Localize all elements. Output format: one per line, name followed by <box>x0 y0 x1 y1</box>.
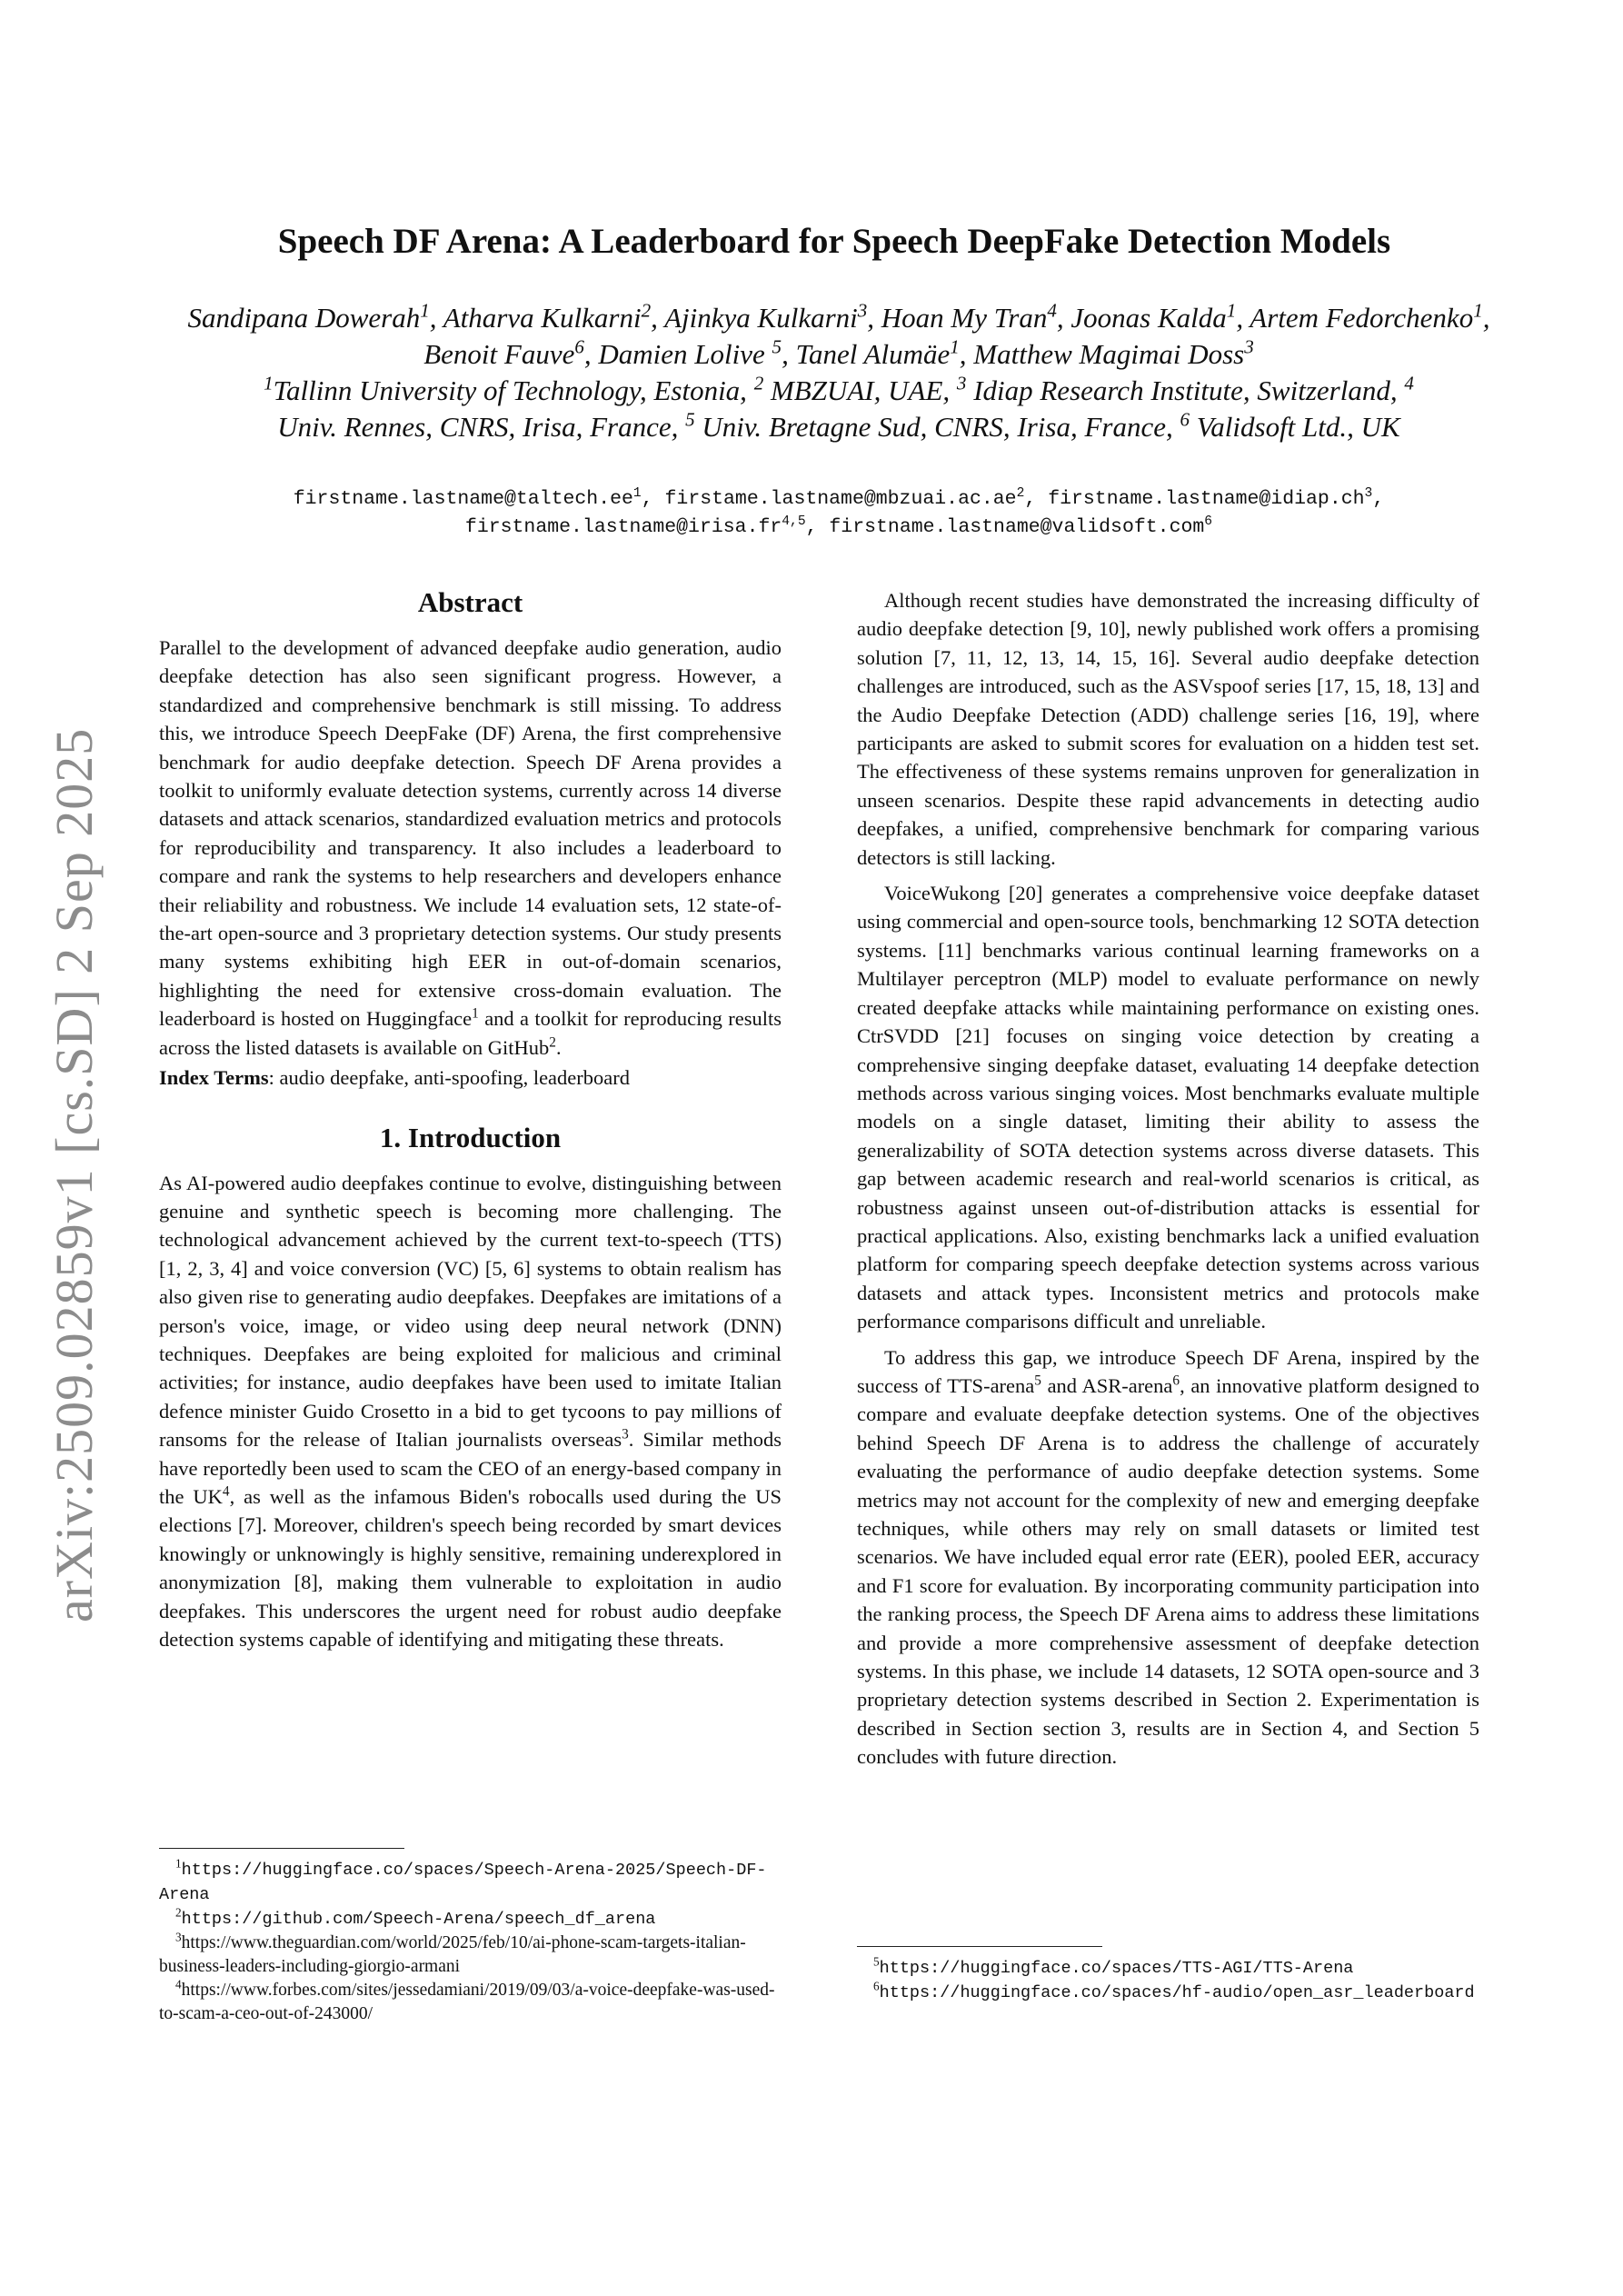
affiliation: Validsoft Ltd., UK <box>1190 411 1400 443</box>
email-block: $firstname.lastname@taltech.ee^1$, $firstame.lastname@mbzuai.ac.ae^2$, $firstname.lastname@idiap.ch^3$, firstname.lastname@irisa.fr$^{4,5}$, firstname.lastname@validsoft.com$^6$ <box>293 485 1385 538</box>
affiliation: MBZUAI, UAE, <box>763 374 957 406</box>
affiliation: Univ. Rennes, CNRS, Irisa, France, <box>277 411 686 443</box>
arxiv-identifier-stamp: arXiv:2509.02859v1 [cs.SD] 2 Sep 2025 <box>45 727 104 1622</box>
author-list: Sandipana Dowerah$^1$, Atharva Kulkarni$^2$, Ajinkya Kulkarni$^3$, Hoan My Tran$^4$, Joonas Kalda$^1$, Artem Fedorchenko$^1$, Benoit Fauve$^6$, Damien Lolive $^5$, Tanel Alumäe$^1$, Matthew Magimai Doss$^3$ <box>187 299 1490 370</box>
email: firstname.lastname@validsoft.com$^6$ <box>829 514 1213 538</box>
author: Tanel Alumäe$^1$ <box>795 335 960 370</box>
abstract-text: Parallel to the development of advanced deepfake audio generation, audio deepfake detection has also seen significant progress. However, a standardized and comprehensive benchmark is still missing. To address this, we introduce Speech DeepFake (DF) Arena, the first comprehensive benchmark for audio deepfake detection. Speech DF Arena provides a toolkit to uniformly evaluate detection systems, currently across 14 diverse datasets and attack scenarios, standardized evaluation metrics and protocols for reproducibility and transparency. It also includes a leaderboard to compare and rank the systems to help researchers and developers enhance their reliability and robustness. We include 14 evaluation sets, 12 state-of-the-art open-source and 3 proprietary detection systems. Our study presents many systems exhibiting high EER in out-of-domain scenarios, highlighting the need for extensive cross-domain evaluation. The leaderboard is hosted on Huggingface$^1$ and a toolkit for reproducing results across the listed datasets is available on GitHub$^2$. <box>159 636 782 1059</box>
email: firstname.lastname@irisa.fr$^{4,5}$ <box>464 514 806 538</box>
footnote-rule <box>857 1946 1102 1947</box>
author: Joonas Kalda$^1$ <box>1070 299 1237 334</box>
affiliation-list: $^1$Tallinn University of Technology, Estonia, $^2$ MBZUAI, UAE, $^3$ Idiap Research Institute, Switzerland, $^4$ Univ. Rennes, CNRS, Irisa, France, $^5$ Univ. Bretagne Sud, CNRS, Irisa, France, $^6$ Validsoft Ltd., UK <box>264 372 1414 443</box>
footnote-rule <box>159 1848 404 1849</box>
intro-paragraph: VoiceWukong [20] generates a comprehensive voice deepfake dataset using commercial and open-source tools, benchmarking 12 SOTA detection systems. [11] benchmarks various continual learning frameworks on a Multilayer perceptron (MLP) model to evaluate performance on newly created deepfake attacks while maintaining performance on existing ones. CtrSVDD [21] focuses on singing voice detection by creating a comprehensive singing deepfake dataset, evaluating 14 deepfake detection methods across various singing voices. Most benchmarks evaluate multiple models on a single dataset, limiting their ability to assess the generalizability of SOTA detection systems across diverse datasets. This gap between academic research and real-world scenarios is critical, as robustness against unseen out-of-distribution attacks is essential for practical applications. Also, existing benchmarks lack a unified evaluation platform for comparing speech deepfake detection systems across various datasets and attack types. Inconsistent metrics and protocols make performance comparisons difficult and unreliable. <box>857 882 1479 1333</box>
email: $firstname.lastname@idiap.ch^3$ <box>1048 485 1373 510</box>
affiliation: Tallinn University of Technology, Estonia, <box>273 374 754 406</box>
left-column <box>159 586 782 1653</box>
right-column <box>857 586 1479 1772</box>
abstract-heading: Abstract <box>417 586 523 618</box>
footnote: $^2$https://github.com/Speech-Arena/speech_df_arena <box>175 1905 656 1929</box>
author: Benoit Fauve$^6$ <box>423 335 584 370</box>
affiliation: Univ. Bretagne Sud, CNRS, Irisa, France, <box>694 411 1180 443</box>
footnote: $^4$https://www.forbes.com/sites/jessedamiani/2019/09/03/a-voice-deepfake-was-used-to-scam-a-ceo-out-of-243000/ <box>159 1977 775 2023</box>
author: Atharva Kulkarni$^2$ <box>443 299 652 334</box>
footnote: $^3$https://www.theguardian.com/world/2025/feb/10/ai-phone-scam-targets-italian-business-leaders-including-giorgio-armani <box>159 1930 746 1976</box>
footnotes-left <box>159 1848 786 2026</box>
footnote: $^6$https://huggingface.co/spaces/hf-audio/open_asr_leaderboard <box>873 1979 1475 2002</box>
author: Ajinkya Kulkarni$^3$ <box>664 299 868 334</box>
author-block <box>154 300 1523 445</box>
author: Artem Fedorchenko$^1$ <box>1250 299 1483 334</box>
email: $firstname.lastname@taltech.ee^1$ <box>293 485 642 510</box>
footnote: $^1$https://huggingface.co/spaces/Speech-Arena-2025/Speech-DF-Arena <box>159 1856 767 1904</box>
index-terms: Index Terms: audio deepfake, anti-spoofing, leaderboard <box>159 1066 630 1090</box>
author: Matthew Magimai Doss$^3$ <box>973 335 1254 370</box>
intro-paragraph: Although recent studies have demonstrated the increasing difficulty of audio deepfake detection [9, 10], newly published work offers a promising solution [7, 11, 12, 13, 14, 15, 16]. Several audio deepfake detection challenges are introduced, such as the ASVspoof series [17, 15, 18, 13] and the Audio Deepfake Detection (ADD) challenge series [16, 19], where participants are asked to submit scores for evaluation on a hidden test set. The effectiveness of these systems remains unproven for generalization in unseen scenarios. Despite these rapid advancements in detecting audio deepfakes, a unified, comprehensive benchmark for comparing various detectors is still lacking. <box>857 589 1479 869</box>
intro-paragraph: To address this gap, we introduce Speech DF Arena, inspired by the success of TTS-arena$^5$ and ASR-arena$^6$, an innovative platform designed to compare and evaluate deepfake detection systems. One of the objectives behind Speech DF Arena is to address the challenge of accurately evaluating the performance of audio deepfake detection systems. Some metrics may not account for the complexity of new and emerging deepfake techniques, while others may rely on small datasets or limited test scenarios. We have included equal error rate (EER), pooled EER, accuracy and F1 score for evaluation. By incorporating community participation into the ranking process, the Speech DF Arena aims to address these limitations and provide a more comprehensive assessment of deepfake detection systems. In this phase, we include 14 datasets, 12 SOTA open-source and 3 proprietary detection systems described in Section 2. Experimentation is described in Section section 3, results are in Section 4, and Section 5 concludes with future direction. <box>857 1345 1480 1769</box>
affiliation: Idiap Research Institute, Switzerland, <box>966 374 1405 406</box>
intro-paragraph: As AI-powered audio deepfakes continue to evolve, distinguishing between genuine and synthetic speech is becoming more challenging. The technological advancement achieved by the current text-to-speech (TTS) [1, 2, 3, 4] and voice conversion (VC) [5, 6] systems to obtain realism has also given rise to generating audio deepfakes. Deepfakes are imitations of a person's voice, image, or video using deep neural network (DNN) techniques. Deepfakes are being exploited for malicious and criminal activities; for instance, audio deepfakes have been used to imitate Italian defence minister Guido Crosetto in a bid to get tycoons to pay millions of ransoms for the release of Italian journalists overseas$^3$. Similar methods have reportedly been used to scam the CEO of an energy-based company in the $UK^4$, as well as the infamous Biden's robocalls used during the US elections [7]. Moreover, children's speech being recorded by smart devices knowingly or unknowingly is highly sensitive, remaining underexplored in anonymization [8], making them vulnerable to exploitation in audio deepfakes. This underscores the urgent need for robust audio deepfake detection systems capable of identifying and mitigating these threats. <box>159 1171 782 1651</box>
paper-title: Speech DF Arena: A Leaderboard for Speech DeepFake Detection Models <box>277 222 1391 261</box>
email: $firstame.lastname@mbzuai.ac.ae^2$ <box>664 485 1025 510</box>
footnote: $^5$https://huggingface.co/spaces/TTS-AGI/TTS-Arena <box>873 1954 1354 1978</box>
footnotes-right <box>857 1946 1484 2005</box>
author: Sandipana Dowerah$^1$ <box>187 299 430 334</box>
author: Damien Lolive $^5$ <box>598 335 782 370</box>
author: Hoan My Tran$^4$ <box>881 299 1057 334</box>
introduction-heading: 1. Introduction <box>379 1121 562 1153</box>
